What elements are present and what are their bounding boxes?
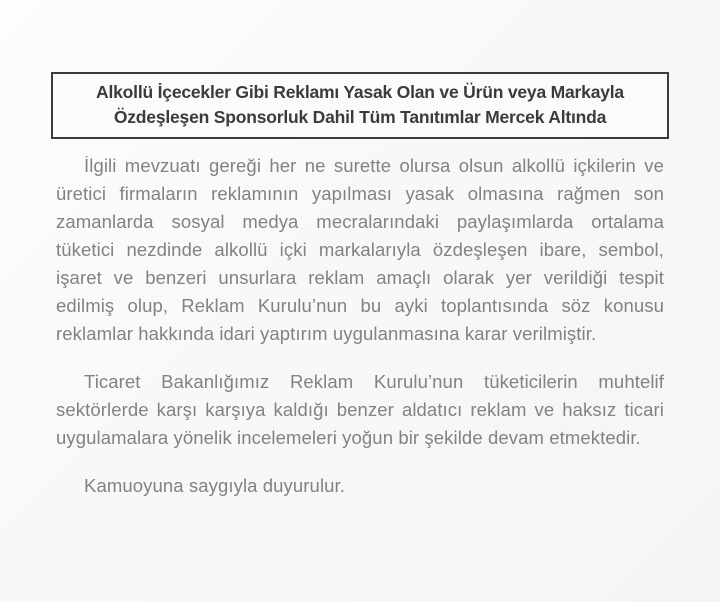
notice-title-line-2: Özdeşleşen Sponsorluk Dahil Tüm Tanıtımlar Mercek Altında — [113, 107, 607, 127]
notice-title-box — [51, 72, 669, 139]
notice-closing-line: Kamuoyuna saygıyla duyurulur. — [84, 475, 346, 496]
announcement-page — [0, 72, 720, 602]
notice-paragraph-1: İlgili mevzuatı gereği her ne surette olursa olsun alkollü içkilerin ve üretici firmaların reklamının yapılması yasak olmasına rağmen son zamanlarda sosyal medya mecralarındaki paylaşımlarda ortalama tüketici nezdinde alkollü içki markalarıyla özdeşleşen ibare, sembol, işaret ve benzeri unsurlara reklam amaçlı olarak yer verildiği tespit edilmiş olup, Reklam Kurulu’nun bu ayki toplantısında söz konusu reklamlar hakkında idari yaptırım uygulanmasına karar verilmiştir. — [56, 155, 664, 344]
notice-body — [56, 152, 664, 500]
notice-title-line-1: Alkollü İçecekler Gibi Reklamı Yasak Olan ve Ürün veya Markayla — [96, 82, 624, 102]
notice-paragraph-2: Ticaret Bakanlığımız Reklam Kurulu’nun tüketicilerin muhtelif sektörlerde karşı karşıya kaldığı benzer aldatıcı reklam ve haksız ticari uygulamalara yönelik incelemeleri yoğun bir şekilde devam etmektedir. — [56, 371, 664, 448]
